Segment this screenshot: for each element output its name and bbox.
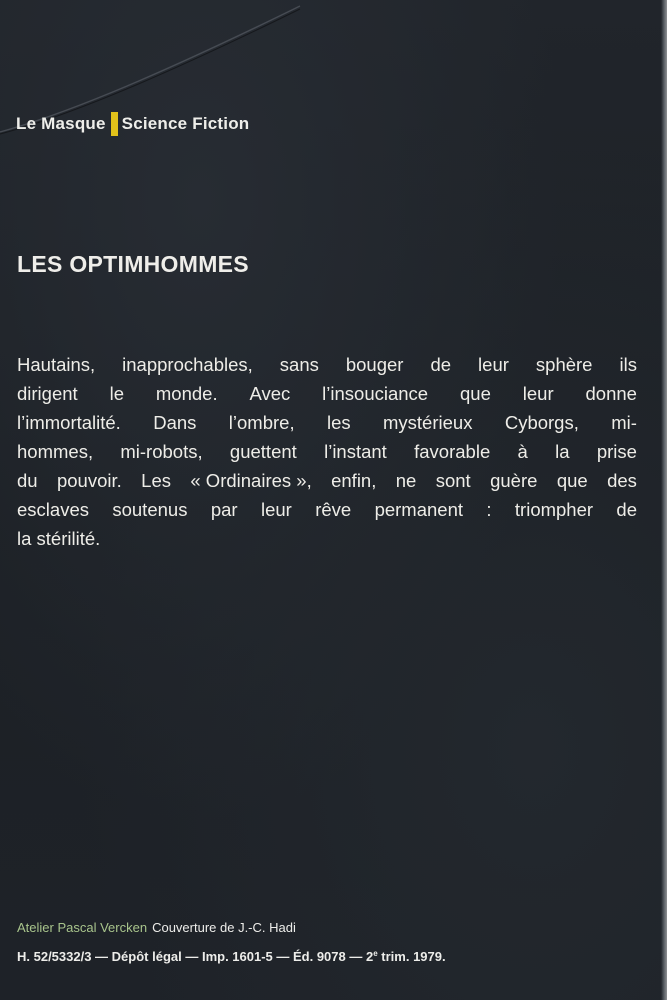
- series-separator-bar: [111, 112, 118, 136]
- legal-superscript: e: [373, 949, 378, 958]
- studio-credit: Atelier Pascal Vercken: [17, 920, 148, 935]
- blurb-word: la stérilité.: [17, 528, 101, 549]
- series-label: [16, 112, 249, 136]
- blurb-word: sans: [279, 354, 319, 375]
- blurb-word: leur: [522, 383, 554, 404]
- blurb-word: le: [109, 383, 124, 404]
- legal-text: H. 52/5332/3 — Dépôt légal — Imp. 1601-5 — Éd. 9078 — 2: [17, 949, 374, 964]
- blurb-word: la: [555, 441, 570, 462]
- blurb-word: que: [556, 470, 588, 491]
- legal-text-end: trim. 1979.: [377, 949, 446, 964]
- series-collection: Science Fiction: [121, 114, 250, 133]
- legal-deposit-line: [17, 949, 446, 964]
- page-edge: [661, 0, 667, 1000]
- blurb-word: donne: [585, 383, 637, 404]
- blurb-word: mystérieux: [383, 412, 473, 433]
- blurb-word: ne: [395, 470, 417, 491]
- blurb-word: par: [210, 499, 238, 520]
- blurb-paragraph: [17, 350, 637, 553]
- blurb-word: l’ombre,: [228, 412, 295, 433]
- blurb-word: permanent: [374, 499, 464, 520]
- blurb-word: sphère: [535, 354, 593, 375]
- blurb-word: Dans: [153, 412, 197, 433]
- cover-artist-credit: Couverture de J.-C. Hadi: [152, 920, 296, 935]
- blurb-word: ils: [619, 354, 637, 375]
- blurb-word: monde.: [155, 383, 218, 404]
- blurb-word: « Ordinaires »,: [190, 470, 312, 491]
- blurb-line: [17, 466, 637, 495]
- blurb-line: [17, 495, 637, 524]
- blurb-word: favorable: [414, 441, 491, 462]
- blurb-word: Hautains,: [17, 354, 96, 375]
- blurb-word: à: [517, 441, 528, 462]
- blurb-word: guère: [490, 470, 538, 491]
- blurb-line: [17, 350, 637, 379]
- blurb-word: inapprochables,: [122, 354, 253, 375]
- blurb-word: leur: [478, 354, 509, 375]
- series-publisher: Le Masque: [16, 114, 106, 133]
- paper-crease: [0, 0, 667, 200]
- blurb-word: mi-robots,: [120, 441, 203, 462]
- blurb-line: [17, 437, 637, 466]
- blurb-line: [17, 408, 637, 437]
- blurb-word: triompher: [514, 499, 594, 520]
- blurb-word: leur: [260, 499, 292, 520]
- blurb-word: hommes,: [17, 441, 94, 462]
- blurb-word: enfin,: [331, 470, 377, 491]
- blurb-word: les: [326, 412, 351, 433]
- blurb-word: Avec: [249, 383, 291, 404]
- blurb-word: l’insouciance: [322, 383, 429, 404]
- book-title: LES OPTIMHOMMES: [17, 251, 249, 277]
- blurb-word: de: [616, 499, 637, 520]
- blurb-word: Les: [141, 470, 171, 491]
- blurb-word: de: [430, 354, 452, 375]
- blurb-word: :: [486, 499, 492, 520]
- blurb-word: sont: [435, 470, 471, 491]
- blurb-word: que: [460, 383, 491, 404]
- blurb-word: dirigent: [17, 383, 78, 404]
- blurb-word: soutenus: [112, 499, 188, 520]
- blurb-word: rêve: [315, 499, 352, 520]
- blurb-word: esclaves: [17, 499, 89, 520]
- blurb-word: prise: [596, 441, 637, 462]
- blurb-word: l’instant: [324, 441, 387, 462]
- blurb-line: [17, 379, 637, 408]
- blurb-word: mi-: [611, 412, 637, 433]
- blurb-word: l’immortalité.: [17, 412, 121, 433]
- blurb-word: du: [17, 470, 38, 491]
- cover-credits: [17, 920, 296, 935]
- blurb-word: bouger: [345, 354, 404, 375]
- blurb-word: guettent: [229, 441, 297, 462]
- blurb-word: pouvoir.: [56, 470, 122, 491]
- blurb-line: [17, 524, 637, 553]
- blurb-word: des: [607, 470, 637, 491]
- blurb-word: Cyborgs,: [504, 412, 579, 433]
